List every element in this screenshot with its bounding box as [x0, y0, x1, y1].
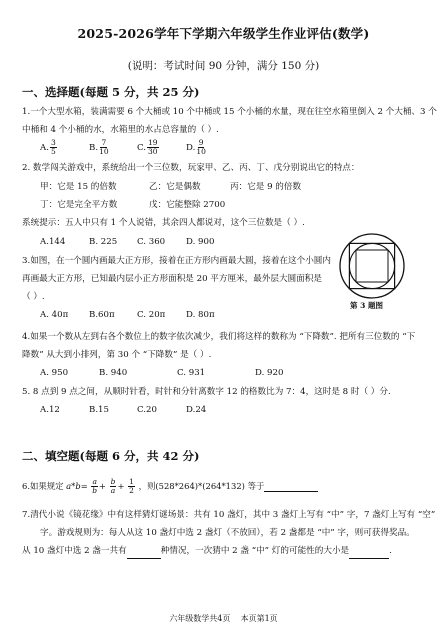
page-footer: 六年级数学共4页 本页第1页 [169, 614, 278, 623]
q1-text-line1: 1.一个大型水箱，装满需要 6 个大桶或 10 个中桶或 15 个小桶的水量，现在往空水箱里倒入 2 个大桶、3 个 [22, 107, 437, 117]
q7-text-line2: 字。游戏规则为：每人从这 10 盏灯中选 2 盏灯（不放回），若 2 盏都是 “中” 字，则可获得奖品。 [40, 528, 415, 538]
q2-option-b: B. 225 [89, 237, 118, 247]
q5-option-a: A.12 [40, 405, 60, 415]
q2-option-a: A.144 [40, 237, 66, 247]
q5-text-line1: 5. 8 点到 9 点之间，从顺时针看，时针和分针离数字 12 的格数比为 7：4，这时是 8 时（ ）分. [22, 387, 391, 397]
q5-option-d: D.24 [186, 405, 207, 415]
q1-option-b: B. $\frac{7}{10}$ [89, 138, 109, 156]
exam-instructions: (说明：考试时间 90 分钟，满分 150 分) [127, 60, 320, 72]
q7-answer-blank-1[interactable] [127, 545, 161, 559]
q6-answer-blank[interactable] [264, 481, 318, 492]
nested-circle-square-figure [338, 232, 406, 300]
q4-option-a: A. 950 [40, 368, 69, 378]
q2-system-hint: 系统提示：五人中只有 1 个人说错，其余四人都说对，这个三位数是（ ）. [22, 218, 305, 228]
q4-option-b: B. 940 [99, 368, 128, 378]
q3-option-a: A. 40π [40, 310, 69, 320]
q7-answer-blank-2[interactable] [349, 545, 389, 559]
section-heading-fill: 二、填空题(每题 6 分，共 42 分) [22, 449, 200, 463]
q2-text-line1: 2. 数学闯关游戏中，系统给出一个三位数，玩家甲、乙、丙、丁、戊分别说出它的特点： [22, 163, 360, 173]
q2-clue-ding: 丁：它是完全平方数 [40, 200, 118, 210]
q6-text: 6.如果规定 a*b= $\frac{a}{b}$ + $\frac{b}{a}$ + $\frac{1}{2}$ ，则(528*264)*(264*132) 等于 [22, 478, 318, 495]
q2-option-d: D. 900 [186, 237, 215, 247]
q4-text-line1: 4.如果一个数从左到右各个数位上的数字依次减少，我们将这样的数称为 “下降数”. 把所有三位数的 “下 [22, 332, 416, 342]
q5-option-b: B.15 [89, 405, 109, 415]
q1-option-d: D. $\frac{9}{10}$ [186, 138, 206, 156]
q3-option-c: C. 20π [137, 310, 166, 320]
q4-option-d: D. 920 [255, 368, 284, 378]
q3-text-line3: （ ）. [22, 292, 45, 302]
q7-text-line1: 7.清代小说《镜花缘》中有这样猜灯谜场景：共有 10 盏灯，其中 3 盏灯上写有 “中” 字，7 盏灯上写有 “空” [22, 510, 436, 520]
q2-option-c: C. 360 [137, 237, 166, 247]
page-title: 2025-2026学年下学期六年级学生作业评估(数学) [77, 26, 370, 41]
q3-text-line2: 再画最大正方形，已知最内层小正方形面积是 20 平方厘米，最外层大圆面积是 [22, 274, 322, 284]
section-heading-choice: 一、选择题(每题 5 分，共 25 分) [22, 85, 200, 99]
q4-text-line2: 降数” 从大到小排列，第 30 个 “下降数” 是（ ）. [22, 350, 212, 360]
q1-text-line2: 中桶和 4 个小桶的水，水箱里的水占总容量的（ ）. [22, 125, 219, 135]
q2-clue-bing: 丙：它是 9 的倍数 [230, 182, 302, 192]
q3-option-d: D. 80π [186, 310, 215, 320]
q2-clue-yi: 乙：它是偶数 [149, 182, 201, 192]
q1-option-a: A. $\frac{3}{5}$ [40, 138, 56, 156]
q3-option-b: B.60π [89, 310, 115, 320]
q5-option-c: C.20 [137, 405, 157, 415]
q4-option-c: C. 931 [177, 368, 206, 378]
q7-text-line3: 从 10 盏灯中选 2 盏一共有 种情况，一次猜中 2 盏 “中” 灯的可能性的大小是 . [22, 545, 429, 559]
q2-clue-jia: 甲：它是 15 的倍数 [40, 182, 117, 192]
q2-clue-wu: 戊：它能整除 2700 [149, 200, 226, 210]
q3-text-line1: 3.如图，在一个圆内画最大正方形，接着在正方形内画最大圆，接着在这个小圆内 [22, 256, 331, 266]
q1-option-c: C. $\frac{19}{30}$ [137, 138, 158, 156]
q3-figure-caption: 第 3 题图 [350, 301, 383, 310]
